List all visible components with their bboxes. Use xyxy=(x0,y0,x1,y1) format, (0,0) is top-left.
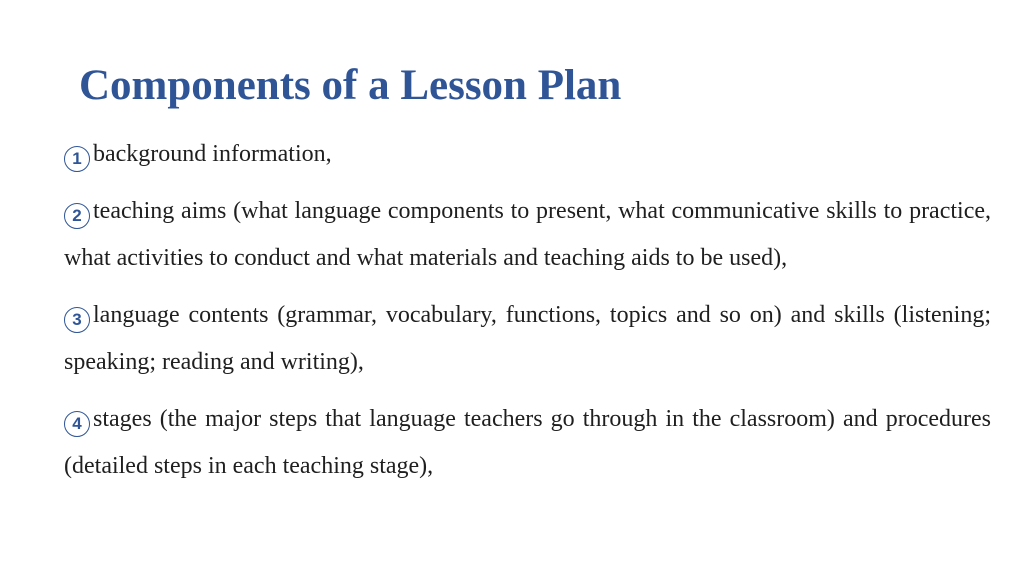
slide-title: Components of a Lesson Plan xyxy=(79,62,622,109)
list-item-text: teaching aims (what language components to present, what communicative skills to practice, what activities to conduct and what materials and teaching aids to be used), xyxy=(64,198,991,271)
circled-number-2: 2 xyxy=(64,203,90,229)
circled-number-4: 4 xyxy=(64,411,90,437)
list-item xyxy=(64,131,991,178)
list-item-text: background information, xyxy=(93,141,332,167)
list-item xyxy=(64,292,991,386)
circled-number-3: 3 xyxy=(64,307,90,333)
list-item-text: stages (the major steps that language teachers go through in the classroom) and procedures (detailed steps in each teaching stage), xyxy=(64,406,991,479)
list-item-text: language contents (grammar, vocabulary, functions, topics and so on) and skills (listening; speaking; reading and writing), xyxy=(64,302,991,375)
list-item xyxy=(64,188,991,282)
list-item xyxy=(64,396,991,490)
circled-number-1: 1 xyxy=(64,146,90,172)
component-list xyxy=(64,131,991,490)
